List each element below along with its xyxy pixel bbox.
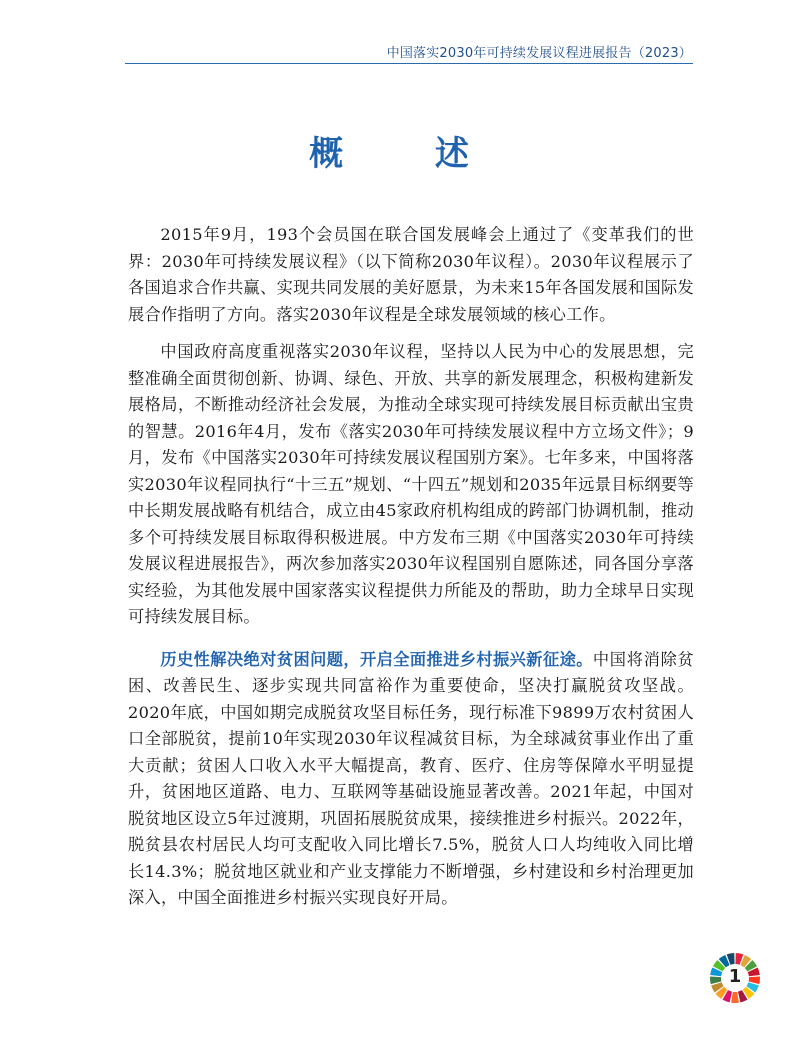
- paragraph-2-text: 中国政府高度重视落实2030年议程，坚持以人民为中心的发展思想，完整准确全面贯彻创新、协调、绿色、开放、共享的新发展理念，积极构建新发展格局，不断推动经济社会发展，为推动全球实现可持续发展目标贡献出宝贵的智慧。2016年4月，发布《落实2030年可持续发展议程中方立场文件》；9月，发布《中国落实2030年可持续发展议程国别方案》。七年多来，中国将落实2030年议程同执行“十三五”规划、“十四五”规划和2035年远景目标纲要等中长期发展战略有机结合，成立由45家政府机构组成的跨部门协调机制，推动多个可持续发展目标取得积极进展。中方发布三期《中国落实2030年可持续发展议程进展报告》，两次参加落实2030年议程国别自愿陈述，同各国分享落实经验，为其他发展中国家落实议程提供力所能及的帮助，助力全球早日实现可持续发展目标。: [128, 342, 694, 626]
- page-title: 概 述: [309, 134, 509, 174]
- paragraph-2: [128, 339, 694, 631]
- paragraph-3: [128, 647, 694, 912]
- paragraph-3-text: 中国将消除贫困、改善民生、逐步实现共同富裕作为重要使命，坚决打赢脱贫攻坚战。2020年底，中国如期完成脱贫攻坚目标任务，现行标准下9899万农村贫困人口全部脱贫，提前10年实现2030年议程减贫目标，为全球减贫事业作出了重大贡献；贫困人口收入水平大幅提高，教育、医疗、住房等保障水平明显提升，贫困地区道路、电力、互联网等基础设施显著改善。2021年起，中国对脱贫地区设立5年过渡期，巩固拓展脱贫成果，接续推进乡村振兴。2022年，脱贫县农村居民人均可支配收入同比增长7.5%，脱贫人口人均纯收入同比增长14.3%；脱贫地区就业和产业支撑能力不断增强，乡村建设和乡村治理更加深入，中国全面推进乡村振兴实现良好开局。: [128, 649, 694, 907]
- body-text: [128, 222, 694, 923]
- paragraph-1-text: 2015年9月，193个会员国在联合国发展峰会上通过了《变革我们的世界：2030年可持续发展议程》（以下简称2030年议程）。2030年议程展示了各国追求合作共赢、实现共同发展的美好愿景，为未来15年各国发展和国际发展合作指明了方向。落实2030年议程是全球发展领域的核心工作。: [128, 225, 694, 324]
- sdg-wheel-segment: [731, 992, 739, 1003]
- header-divider: [125, 63, 693, 64]
- paragraph-3-highlight: 历史性解决绝对贫困问题，开启全面推进乡村振兴新征途。: [160, 649, 593, 669]
- page-number: 1: [728, 966, 742, 987]
- paragraph-1: [128, 222, 694, 328]
- running-header: 中国落实2030年可持续发展议程进展报告（2023）: [386, 46, 692, 61]
